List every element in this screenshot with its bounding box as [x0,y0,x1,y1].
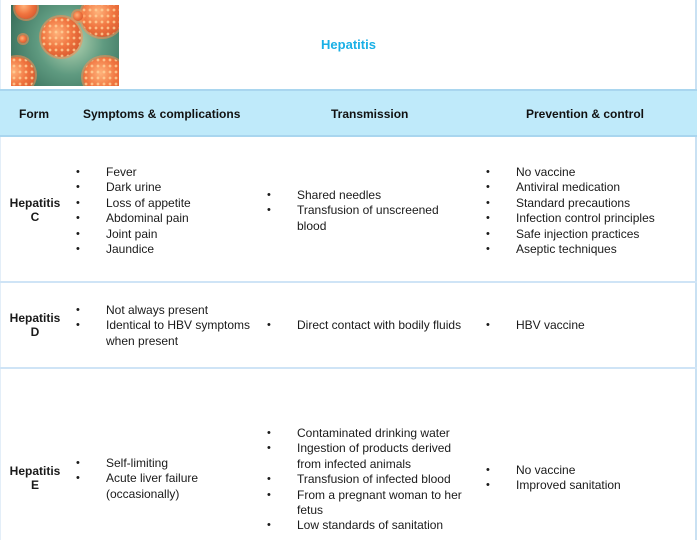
symptoms-list [76,456,246,502]
list-item: • Acute liver failure (occasionally) [76,471,246,502]
transmission-list [267,318,477,333]
form-letter: E [30,478,39,492]
form-name: Hepatitis [9,196,61,210]
list-item: • Ingestion of products derived from infected animals [267,441,472,472]
list-item: • Jaundice [76,242,246,257]
header-symptoms: Symptoms & complications [83,107,241,121]
banner [0,0,697,89]
header-prevention: Prevention & control [526,107,645,121]
prevention-list [486,165,686,257]
list-item: • Low standards of sanitation [267,518,472,533]
list-item: • Transfusion of infected blood [267,472,472,487]
list-item: • No vaccine [486,165,686,180]
form-name: Hepatitis [9,464,61,478]
page-title: Hepatitis [321,37,376,52]
list-item: • Improved sanitation [486,478,686,493]
prevention-list [486,318,686,333]
table-row-hepatitis-c [0,137,697,283]
form-cell [0,196,70,224]
list-item: • Loss of appetite [76,196,246,211]
list-item: • Shared needles [267,188,457,203]
list-item: • Self-limiting [76,456,246,471]
list-item: • Direct contact with bodily fluids [267,318,477,333]
form-letter: D [30,325,40,339]
transmission-list [267,426,472,534]
list-item: • HBV vaccine [486,318,686,333]
list-item: • Aseptic techniques [486,242,686,257]
table-row-hepatitis-d [0,283,697,369]
table-row-hepatitis-e [0,369,697,544]
list-item: • Not always present [76,303,251,318]
symptoms-list [76,303,251,349]
list-item: • Contaminated drinking water [267,426,472,441]
list-item: • Abdominal pain [76,211,246,226]
list-item: • Fever [76,165,246,180]
form-name: Hepatitis [9,311,61,325]
list-item: • No vaccine [486,463,686,478]
list-item: • From a pregnant woman to her fetus [267,488,472,519]
symptoms-list [76,165,246,257]
table-header [0,89,697,137]
header-transmission: Transmission [331,107,409,121]
list-item: • Identical to HBV symptoms when present [76,318,251,349]
list-item: • Dark urine [76,180,246,195]
prevention-list [486,463,686,494]
list-item: • Standard precautions [486,196,686,211]
list-item: • Antiviral medication [486,180,686,195]
list-item: • Safe injection practices [486,227,686,242]
transmission-list [267,188,457,234]
list-item: • Infection control principles [486,211,686,226]
list-item: • Transfusion of unscreened blood [267,203,457,234]
form-letter: C [30,210,40,224]
list-item: • Joint pain [76,227,246,242]
form-cell [0,464,70,492]
header-form: Form [19,107,49,121]
form-cell [0,311,70,339]
